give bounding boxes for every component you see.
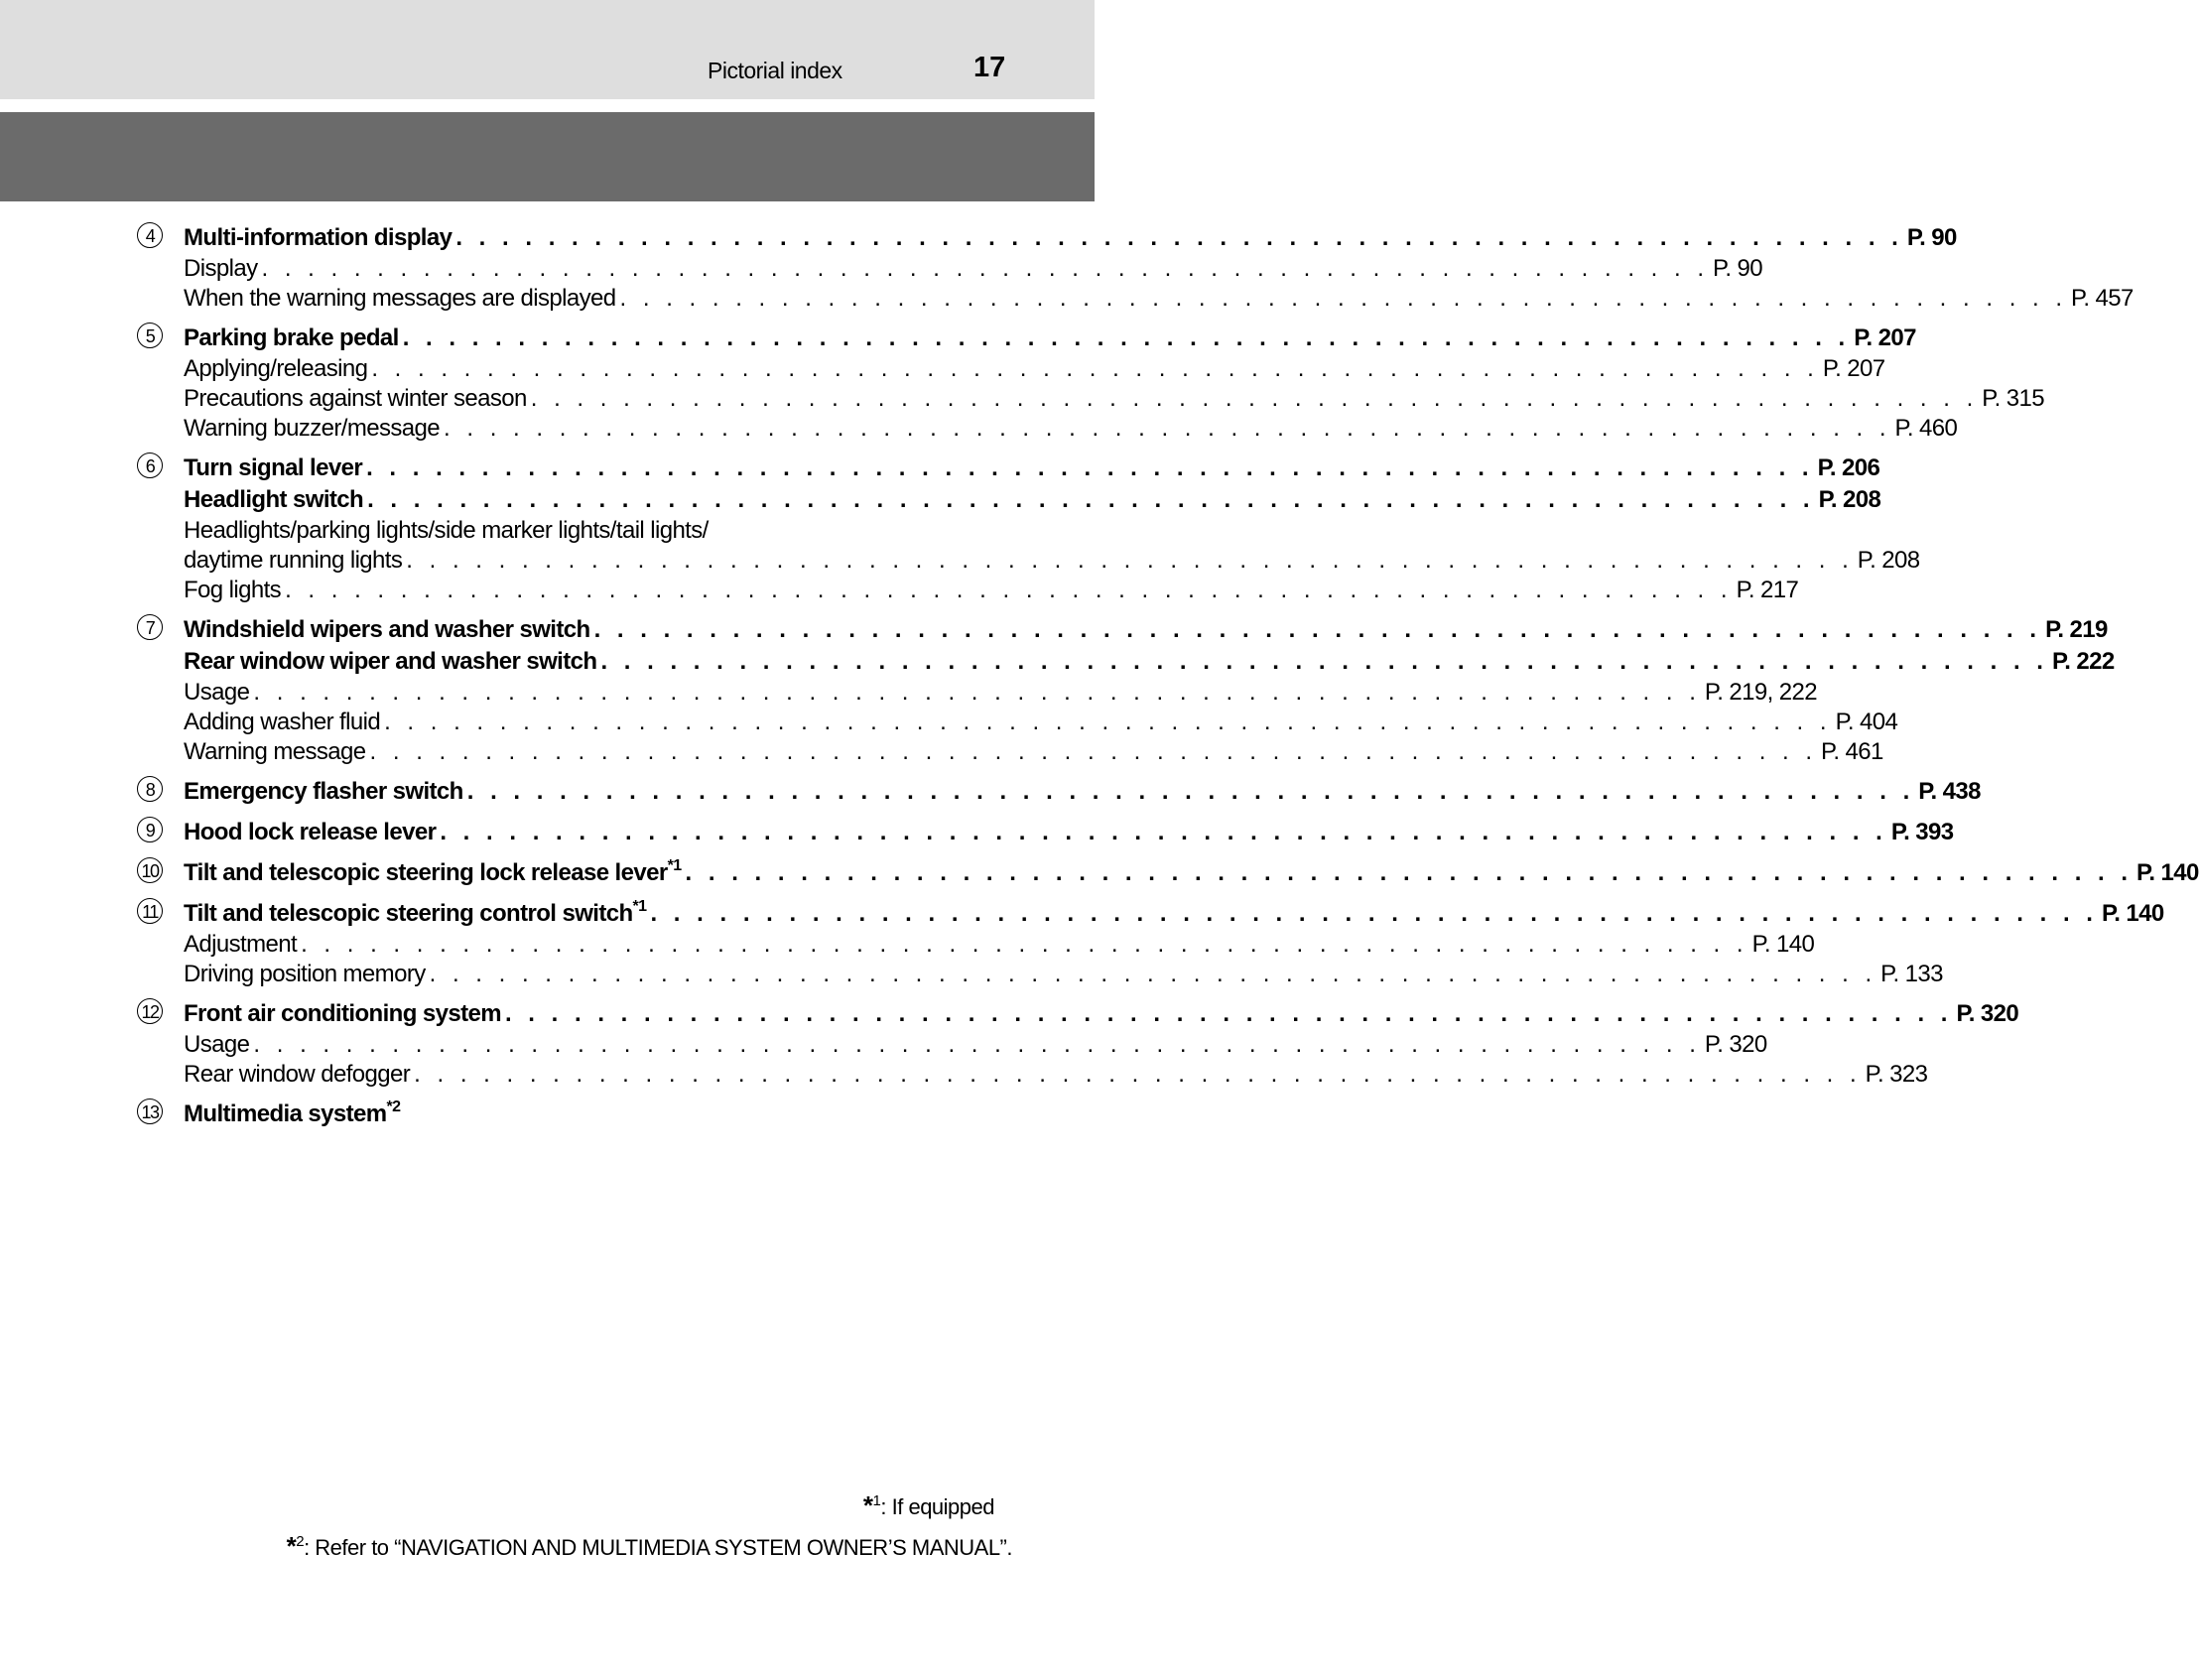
index-group [137,614,2115,767]
index-entry[interactable] [184,1060,1928,1090]
leader-dots: . . . . . . . . . . . . . . . . . . . . . . . . . . . . . . . . . . . . . . . . . . . . . . . . . . . . . . . . . . . . . . . [301,931,1748,958]
footnote-marker: *2 [386,1098,401,1115]
page-reference: P. 461 [1821,738,1883,765]
page-reference: P. 219 [2045,616,2108,643]
index-group [137,452,1920,605]
entry-label-text: Adding washer fluid [184,709,381,735]
entry-label [184,354,367,384]
item-number-badge: 10 [137,857,163,883]
item-number-badge: 11 [137,898,163,924]
index-entry[interactable] [184,737,1883,767]
index-entry[interactable] [184,484,1881,516]
footnote-marker: *1 [632,898,647,915]
item-number-badge: 13 [137,1098,163,1124]
index-entry[interactable] [184,1098,949,1130]
entry-label-text: Usage [184,1031,250,1058]
page-reference: P. 140 [2136,859,2199,886]
item-number-badge: 7 [137,614,163,640]
index-entry[interactable] [184,576,1799,605]
leader-dots: . . . . . . . . . . . . . . . . . . . . . . . . . . . . . . . . . . . . . . . . . . . . . . . . . . . . . . . . . . . . . . . [285,577,1733,603]
entry-label [184,817,436,848]
page-reference: P. 140 [1751,931,1815,958]
entry-label [184,898,646,930]
entry-label [184,546,402,576]
entry-label-text: Precautions against winter season [184,385,527,412]
leader-dots: . . . . . . . . . . . . . . . . . . . . . . . . . . . . . . . . . . . . . . . . . . . . . . . . . . . . . . . . . . . . . . . [440,819,1887,845]
index-entry[interactable] [184,254,1762,284]
entry-label [184,323,399,354]
entry-label [184,517,709,544]
index-group [137,776,1981,808]
item-number-badge: 9 [137,817,163,842]
page-reference: P. 208 [1818,486,1881,513]
entry-label-text: Rear window wiper and washer switch [184,648,597,675]
entry-label [184,452,362,484]
footnote-2-number: 2 [296,1533,305,1550]
index-group [137,817,1954,848]
leader-dots: . . . . . . . . . . . . . . . . . . . . . . . . . . . . . . . . . . . . . . . . . . . . . . . . . . . . . . . . . . . . . . . [466,778,1915,805]
leader-dots: . . . . . . . . . . . . . . . . . . . . . . . . . . . . . . . . . . . . . . . . . . . . . . . . . . . . . . . . . . . . . . . [685,859,2134,886]
item-number-badge: 5 [137,323,163,348]
footnote-1-text: : If equipped [880,1494,994,1519]
leader-dots: . . . . . . . . . . . . . . . . . . . . . . . . . . . . . . . . . . . . . . . . . . . . . . . . . . . . . . . . . . . . . . . [455,224,1903,251]
index-entry[interactable] [184,646,2115,678]
leader-dots: . . . . . . . . . . . . . . . . . . . . . . . . . . . . . . . . . . . . . . . . . . . . . . . . . . . . . . . . . . . . . . . [253,1031,1701,1058]
entry-label-text: Adjustment [184,931,298,958]
index-entry[interactable] [184,284,2134,314]
item-number-badge: 4 [137,222,163,248]
leader-dots: . . . . . . . . . . . . . . . . . . . . . . . . . . . . . . . . . . . . . . . . . . . . . . . . . . . . . . . . . . . . . . . [444,415,1891,442]
pictorial-index-list [137,222,2199,1139]
page-reference: P. 320 [1956,1000,2019,1027]
leader-dots: . . . . . . . . . . . . . . . . . . . . . . . . . . . . . . . . . . . . . . . . . . . . . . . . . . . . . . . . . . . . . . . [406,547,1854,574]
page-reference: P. 393 [1890,819,1954,845]
item-number-badge: 6 [137,452,163,478]
page-reference: P. 217 [1736,577,1799,603]
footnote-2 [287,1531,1012,1562]
index-entry[interactable] [184,354,1885,384]
entry-label [184,998,501,1030]
index-entry[interactable] [184,516,949,546]
page-reference: P. 457 [2071,285,2134,312]
leader-dots: . . . . . . . . . . . . . . . . . . . . . . . . . . . . . . . . . . . . . . . . . . . . . . . . . . . . . . . . . . . . . . . [504,1000,1953,1027]
entry-label [184,414,440,444]
entry-label [184,960,426,989]
page-reference: P. 315 [1982,385,2044,412]
page-reference: P. 320 [1704,1031,1767,1058]
page-reference: P. 208 [1857,547,1920,574]
leader-dots: . . . . . . . . . . . . . . . . . . . . . . . . . . . . . . . . . . . . . . . . . . . . . . . . . . . . . . . . . . . . . . . [369,738,1818,765]
index-entry[interactable] [184,708,1898,737]
leader-dots: . . . . . . . . . . . . . . . . . . . . . . . . . . . . . . . . . . . . . . . . . . . . . . . . . . . . . . . . . . . . . . . [619,285,2068,312]
entry-label-text: Usage [184,679,250,706]
entry-label-text: Headlights/parking lights/side marker lights/tail lights/ [184,517,709,544]
footnote-1-number: 1 [872,1492,881,1509]
leader-dots: . . . . . . . . . . . . . . . . . . . . . . . . . . . . . . . . . . . . . . . . . . . . . . . . . . . . . . . . . . . . . . . [402,324,1851,351]
entry-label [184,1060,410,1090]
item-number-badge: 8 [137,776,163,802]
entry-label-text: Warning buzzer/message [184,415,441,442]
leader-dots: . . . . . . . . . . . . . . . . . . . . . . . . . . . . . . . . . . . . . . . . . . . . . . . . . . . . . . . . . . . . . . . [530,385,1979,412]
page-reference: P. 460 [1894,415,1958,442]
index-entry[interactable] [184,414,1958,444]
footnote-2-mark: * [286,1531,297,1561]
entry-label-text: Windshield wipers and washer switch [184,616,590,643]
entry-label [184,576,281,605]
entry-label-text: Display [184,255,258,282]
index-group [137,857,2199,889]
index-entry[interactable] [184,776,1981,808]
entry-label-text: Emergency flasher switch [184,778,463,805]
index-entry[interactable] [184,323,1916,354]
entry-label-text: Tilt and telescopic steering control switch [184,900,633,927]
leader-dots: . . . . . . . . . . . . . . . . . . . . . . . . . . . . . . . . . . . . . . . . . . . . . . . . . . . . . . . . . . . . . . . [414,1061,1862,1088]
entry-label [184,737,366,767]
entry-label-text: daytime running lights [184,547,403,574]
entry-label-text: Front air conditioning system [184,1000,501,1027]
entry-label [184,614,590,646]
entry-label [184,284,616,314]
section-title: Pictorial index [708,58,842,83]
entry-label [184,222,452,254]
section-divider-band [0,112,1095,201]
footnote-marker: *1 [667,857,682,874]
index-entry[interactable] [184,817,1954,848]
entry-label-text: Hood lock release lever [184,819,437,845]
index-entry[interactable] [184,546,1920,576]
index-group [137,998,2019,1090]
leader-dots: . . . . . . . . . . . . . . . . . . . . . . . . . . . . . . . . . . . . . . . . . . . . . . . . . . . . . . . . . . . . . . . [650,900,2098,927]
index-entry[interactable] [184,898,2164,930]
page-reference: P. 133 [1880,961,1943,987]
entry-label [184,254,258,284]
page-reference: P. 140 [2101,900,2164,927]
leader-dots: . . . . . . . . . . . . . . . . . . . . . . . . . . . . . . . . . . . . . . . . . . . . . . . . . . . . . . . . . . . . . . . [600,648,2048,675]
footnote-2-text: : Refer to “NAVIGATION AND MULTIMEDIA SYSTEM OWNER’S MANUAL”. [304,1535,1012,1560]
page-number: 17 [973,52,1006,83]
entry-label [184,384,527,414]
entry-label-text: Rear window defogger [184,1061,411,1088]
index-entry[interactable] [184,1030,1767,1060]
entry-label-text: Warning message [184,738,366,765]
page-reference: P. 323 [1865,1061,1928,1088]
index-group [137,222,2134,314]
index-entry[interactable] [184,857,2199,889]
index-group [137,323,2044,444]
index-group [137,1098,949,1130]
leader-dots: . . . . . . . . . . . . . . . . . . . . . . . . . . . . . . . . . . . . . . . . . . . . . . . . . . . . . . . . . . . . . . . [253,679,1701,706]
entry-label-text: Multimedia system [184,1100,387,1127]
entry-label-text: Tilt and telescopic steering lock release lever [184,859,668,886]
entry-label [184,678,249,708]
page-reference: P. 206 [1817,454,1880,481]
entry-label [184,708,380,737]
page-reference: P. 90 [1713,255,1762,282]
entry-label-text: Turn signal lever [184,454,363,481]
page-reference: P. 404 [1835,709,1898,735]
page-reference: P. 438 [1918,778,1981,805]
index-entry[interactable] [184,960,1943,989]
page-reference: P. 90 [1906,224,1957,251]
entry-label [184,646,596,678]
header-band [0,0,1095,99]
page-reference: P. 207 [1854,324,1916,351]
page-reference: P. 222 [2051,648,2115,675]
entry-label [184,776,463,808]
entry-label-text: When the warning messages are displayed [184,285,616,312]
entry-label-text: Driving position memory [184,961,426,987]
page-reference: P. 207 [1822,355,1885,382]
entry-label-text: Multi-information display [184,224,453,251]
index-entry[interactable] [184,678,1817,708]
leader-dots: . . . . . . . . . . . . . . . . . . . . . . . . . . . . . . . . . . . . . . . . . . . . . . . . . . . . . . . . . . . . . . . [261,255,1709,282]
footnote-1-mark: * [862,1490,873,1520]
entry-label-text: Headlight switch [184,486,364,513]
leader-dots: . . . . . . . . . . . . . . . . . . . . . . . . . . . . . . . . . . . . . . . . . . . . . . . . . . . . . . . . . . . . . . . [593,616,2042,643]
page-reference: P. 219, 222 [1704,679,1817,706]
entry-label [184,1100,400,1127]
entry-label [184,857,682,889]
entry-label [184,930,297,960]
index-entry[interactable] [184,384,2044,414]
index-entry[interactable] [184,930,1815,960]
index-entry[interactable] [184,452,1880,484]
entry-label-text: Parking brake pedal [184,324,399,351]
entry-label-text: Fog lights [184,577,282,603]
leader-dots: . . . . . . . . . . . . . . . . . . . . . . . . . . . . . . . . . . . . . . . . . . . . . . . . . . . . . . . . . . . . . . . [371,355,1819,382]
index-entry[interactable] [184,614,2108,646]
index-entry[interactable] [184,998,2019,1030]
entry-label-text: Applying/releasing [184,355,368,382]
item-number-badge: 12 [137,998,163,1024]
index-entry[interactable] [184,222,1957,254]
entry-label [184,484,363,516]
entry-label [184,1030,249,1060]
index-group [137,898,2164,989]
leader-dots: . . . . . . . . . . . . . . . . . . . . . . . . . . . . . . . . . . . . . . . . . . . . . . . . . . . . . . . . . . . . . . . [429,961,1877,987]
leader-dots: . . . . . . . . . . . . . . . . . . . . . . . . . . . . . . . . . . . . . . . . . . . . . . . . . . . . . . . . . . . . . . . [366,454,1814,481]
leader-dots: . . . . . . . . . . . . . . . . . . . . . . . . . . . . . . . . . . . . . . . . . . . . . . . . . . . . . . . . . . . . . . . [367,486,1815,513]
leader-dots: . . . . . . . . . . . . . . . . . . . . . . . . . . . . . . . . . . . . . . . . . . . . . . . . . . . . . . . . . . . . . . . [384,709,1832,735]
footnote-1 [863,1490,994,1521]
